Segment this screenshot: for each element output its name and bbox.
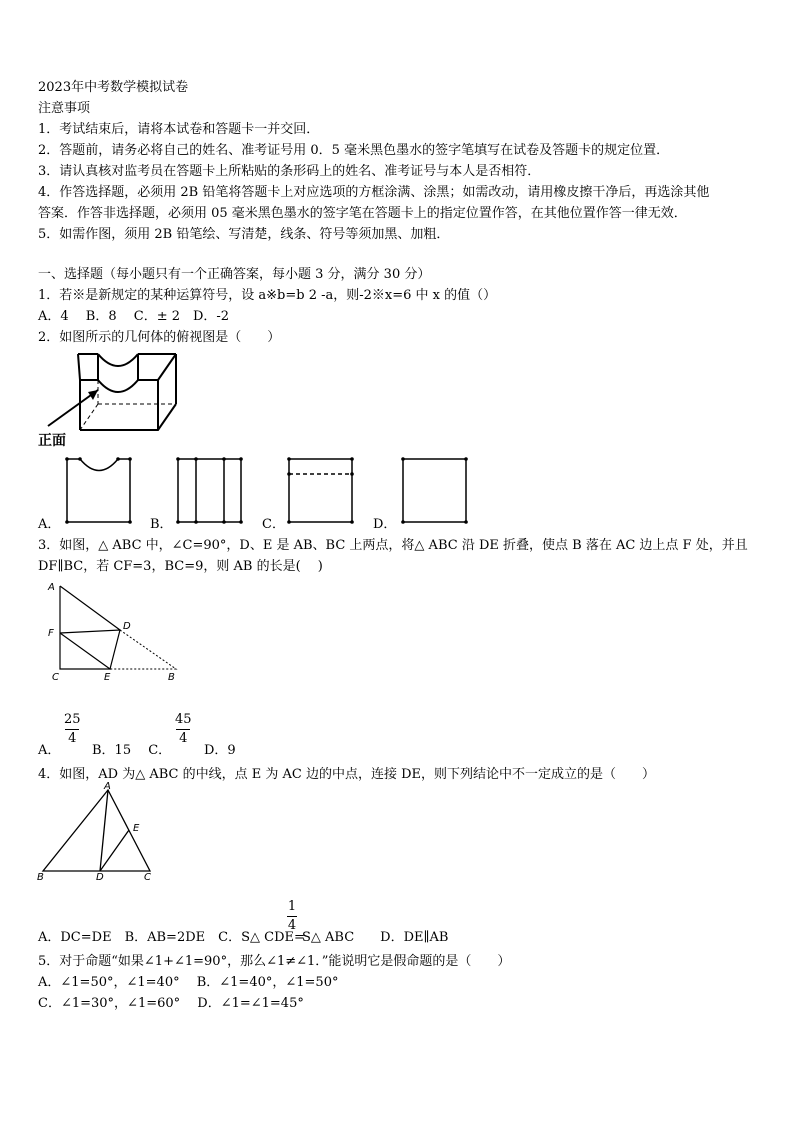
q3-option-a-fraction [64, 712, 81, 747]
q2-option-c-figure [288, 458, 354, 524]
q4-fraction-numerator: 1 [287, 899, 297, 914]
q2-option-a: A． [38, 517, 61, 532]
q4-fraction-denominator: 4 [287, 918, 297, 933]
notice-4: 4．作答选择题，必须用 2B 铅笔将答题卡上对应选项的方框涂满、涂黑；如需改动，请用橡皮擦干净后，再选涂其他 [38, 185, 710, 200]
q3-stem-line2: DF∥BC，若 CF=3，BC=9，则 AB 的长是( ) [38, 559, 323, 574]
q2-option-b: B． [150, 517, 173, 532]
q2-option-a-figure [66, 458, 132, 524]
q5-options-line1: A．∠1=50°，∠1=40° B．∠1=40°，∠1=50° [38, 975, 339, 990]
q3-stem-line1: 3．如图，△ ABC 中，∠C=90°，D、E 是 AB、BC 上两点，将△ ABC 沿 DE 折叠，使点 B 落在 AC 边上点 F 处，并且 [38, 538, 748, 553]
q5-stem: 5．对于命题“如果∠1+∠1=90°，那么∠1≠∠1．”能说明它是假命题的是（ ） [38, 954, 511, 969]
q1-stem: 1．若※是新规定的某种运算符号，设 a※b=b 2 -a，则-2※x=6 中 x 的值（） [38, 288, 497, 303]
q3-point-d: D [123, 621, 131, 632]
q3-option-c-fraction [175, 712, 192, 747]
notice-3: 3．请认真核对监考员在答题卡上所粘贴的条形码上的姓名、准考证号与本人是否相符． [38, 164, 541, 179]
q2-option-b-figure [177, 458, 243, 524]
q4-point-b: B [37, 872, 44, 883]
q4-options-cd: S△ ABC D．DE∥AB [302, 930, 449, 945]
q3-triangle-figure [38, 582, 188, 682]
q3-point-c: C [52, 672, 59, 683]
q3-point-b: B [168, 672, 175, 683]
q4-stem: 4．如图，AD 为△ ABC 的中线，点 E 为 AC 边的中点，连接 DE，则下列结论中不一定成立的是（ ） [38, 767, 656, 782]
notice-2: 2．答题前，请务必将自己的姓名、准考证号用 0．5 毫米黑色墨水的签字笔填写在试卷及答题卡的规定位置． [38, 143, 670, 158]
q3-option-b: B．15 C． [92, 743, 172, 758]
q3-option-a: A． [38, 743, 61, 758]
q3-option-c-numerator: 45 [175, 712, 192, 727]
q5-options-line2: C．∠1=30°，∠1=60° D．∠1=∠1=45° [38, 996, 304, 1011]
q3-option-a-denominator: 4 [68, 731, 77, 746]
q2-option-d: D． [373, 517, 397, 532]
q2-stem: 2．如图所示的几何体的俯视图是（ ） [38, 330, 281, 345]
q4-point-c: C [144, 872, 151, 883]
q4-point-a: A [104, 781, 111, 792]
q4-triangle-figure [38, 785, 163, 885]
q4-fraction [287, 899, 297, 934]
notice-1: 1．考试结束后，请将本试卷和答题卡一并交回． [38, 122, 320, 137]
q1-options: A．4 B．8 C．± 2 D．-2 [38, 309, 230, 324]
section-heading: 一、选择题（每小题只有一个正确答案，每小题 3 分，满分 30 分） [38, 267, 431, 282]
q2-option-d-figure [402, 458, 468, 524]
notice-5: 5．如需作图，须用 2B 铅笔绘、写清楚，线条、符号等须加黑、加粗． [38, 227, 450, 242]
q3-point-a: A [48, 582, 55, 593]
q4-point-d: D [96, 872, 104, 883]
q3-point-e: E [104, 672, 111, 683]
q2-option-c: C． [262, 517, 285, 532]
notice-heading: 注意事项 [38, 101, 91, 116]
q4-options-ab: A．DC=DE B．AB=2DE C．S△ CDE= [38, 930, 305, 945]
q3-point-f: F [48, 628, 54, 639]
q3-option-d: D．9 [204, 743, 236, 758]
q3-option-a-numerator: 25 [64, 712, 81, 727]
q4-point-e: E [133, 823, 140, 834]
q2-front-label: 正面 [38, 433, 66, 449]
exam-title: 2023年中考数学模拟试卷 [38, 80, 189, 95]
q3-option-c-denominator: 4 [179, 731, 188, 746]
notice-4-cont: 答案．作答非选择题，必须用 05 毫米黑色墨水的签字笔在答题卡上的指定位置作答，在其他位置作答一律无效． [38, 206, 687, 221]
